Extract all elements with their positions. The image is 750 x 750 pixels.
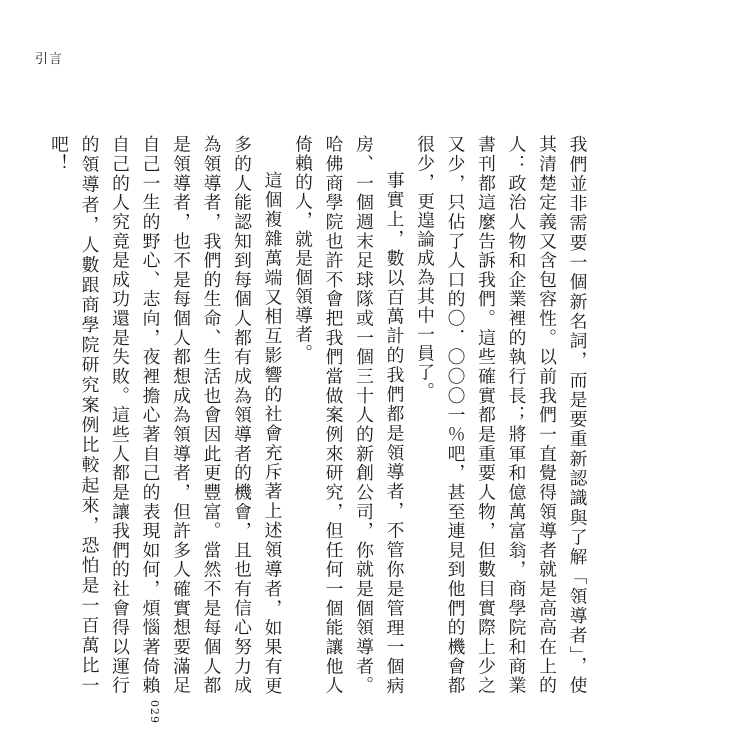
paragraph-2: 事實上，數以百萬計的我們都是領導者，不管你是管理一個病房、一個週末足球隊或一個三十人的新創公司，你就是個領導者。哈佛商學院也許不會把我們當做案例來研究，但任何一個能讓他人倚賴的人，就是個領導者。 [292,135,405,695]
body-text [43,135,592,695]
chapter-title: 引言 [35,52,64,67]
paragraph-3: 這個複雜萬端又相互影響的社會充斥著上述領導者，如果有更多的人能認知到每個人都有成為領導者的機會，且也有信心努力成為領導者，我們的生命、生活也會因此更豐富。當然不是每個人都是領導者，也不是每個人都想成為領導者，但許多人確實想要滿足自己一生的野心、志向，夜裡擔心著自己的表現如何，煩惱著倚賴自己的人究竟是成功還是失敗。這些人都是讓我們的社會得以運行的領導者，人數跟商學院研究案例比較起來，恐怕是一百萬比一吧！ [48,135,283,695]
paragraph-1: 我們並非需要一個新名詞，而是要重新認識與了解「領導者」，使其清楚定義又含包容性。以前我們一直覺得領導者就是高高在上的人：政治人物和企業裡的執行長；將軍和億萬富翁，商學院和商業書刊都這麼告訴我們。這些確實都是重要人物，但數目實際上少之又少，只佔了人口的〇．〇〇〇一％吧，甚至連見到他們的機會都很少，更遑論成為其中一員了。 [414,135,588,695]
page-number: 029 [148,700,161,724]
